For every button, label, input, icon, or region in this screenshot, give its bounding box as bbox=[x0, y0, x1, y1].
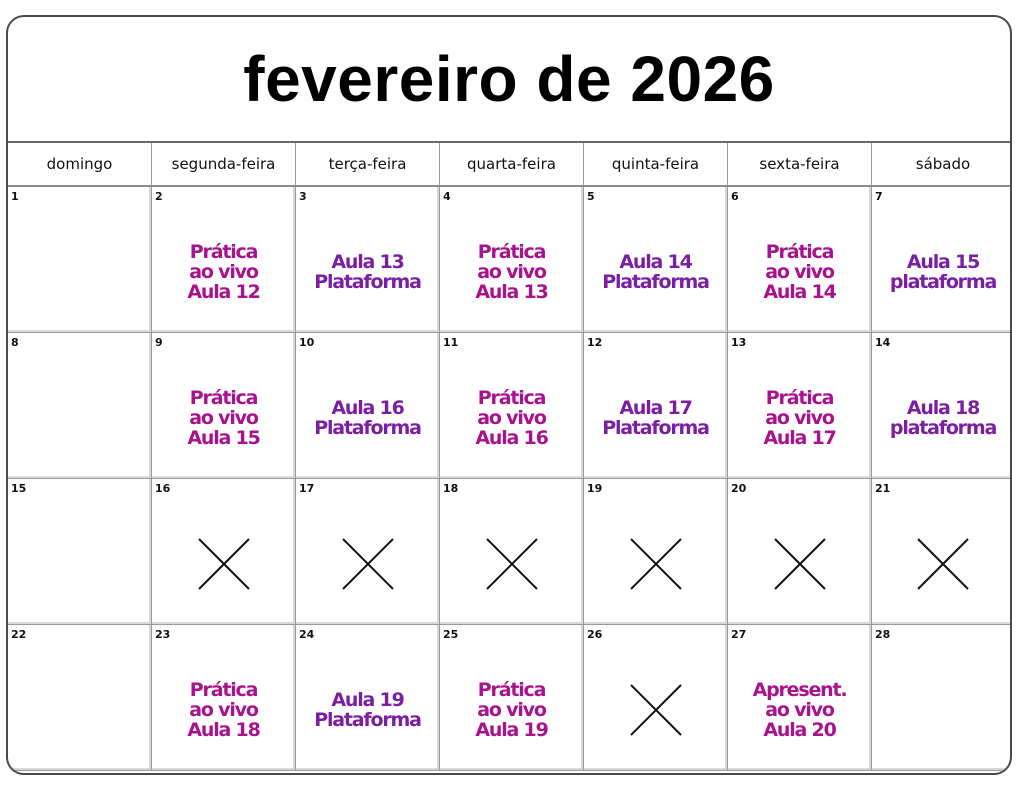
day-cell[interactable] bbox=[872, 625, 1012, 771]
event-line: Prática bbox=[189, 240, 258, 263]
cross-mark-icon bbox=[152, 503, 295, 624]
day-number: 6 bbox=[731, 190, 739, 203]
day-cell[interactable] bbox=[440, 333, 584, 479]
event-label bbox=[440, 357, 583, 478]
event-label bbox=[440, 211, 583, 332]
weekday-header: sexta-feira bbox=[728, 143, 872, 187]
day-cell[interactable] bbox=[8, 187, 152, 333]
event-line: plataforma bbox=[889, 270, 997, 293]
event-line: Plataforma bbox=[314, 270, 421, 293]
event-line: Prática bbox=[189, 386, 258, 409]
event-line: Prática bbox=[189, 678, 258, 701]
weekday-header: sábado bbox=[872, 143, 1012, 187]
day-cell[interactable] bbox=[872, 479, 1012, 625]
day-number: 12 bbox=[587, 336, 603, 349]
event-line: ao vivo bbox=[189, 698, 258, 721]
event-label bbox=[152, 649, 295, 770]
day-number: 4 bbox=[443, 190, 451, 203]
event-line: Prática bbox=[477, 678, 546, 701]
cross-mark-icon bbox=[296, 503, 439, 624]
day-number: 7 bbox=[875, 190, 883, 203]
day-cell[interactable] bbox=[152, 333, 296, 479]
event-line: ao vivo bbox=[765, 406, 834, 429]
cross-mark-icon bbox=[728, 503, 871, 624]
event-line: Plataforma bbox=[314, 708, 421, 731]
day-number: 1 bbox=[11, 190, 19, 203]
event-line: ao vivo bbox=[477, 406, 546, 429]
event-line: Aula 14 bbox=[763, 280, 836, 303]
event-label bbox=[296, 357, 439, 478]
event-line: Aula 18 bbox=[187, 718, 260, 741]
event-line: Aula 19 bbox=[331, 688, 404, 711]
calendar-grid bbox=[8, 143, 1010, 771]
weekday-header: domingo bbox=[8, 143, 152, 187]
day-number: 20 bbox=[731, 482, 747, 495]
event-line: Plataforma bbox=[602, 270, 709, 293]
event-line: Prática bbox=[477, 386, 546, 409]
day-number: 8 bbox=[11, 336, 19, 349]
event-line: ao vivo bbox=[189, 406, 258, 429]
event-line: Aula 18 bbox=[906, 396, 980, 419]
day-cell[interactable] bbox=[8, 333, 152, 479]
event-line: ao vivo bbox=[765, 698, 834, 721]
event-line: ao vivo bbox=[477, 260, 546, 283]
event-line: Aula 17 bbox=[763, 426, 836, 449]
day-number: 3 bbox=[299, 190, 307, 203]
weekday-header: quinta-feira bbox=[584, 143, 728, 187]
event-label bbox=[872, 357, 1012, 478]
day-cell[interactable] bbox=[152, 479, 296, 625]
day-cell[interactable] bbox=[440, 625, 584, 771]
day-number: 22 bbox=[11, 628, 27, 641]
event-line: Aula 16 bbox=[331, 396, 404, 419]
day-number: 15 bbox=[11, 482, 27, 495]
event-label bbox=[584, 357, 727, 478]
event-label bbox=[296, 211, 439, 332]
day-cell[interactable] bbox=[872, 333, 1012, 479]
event-line: Aula 14 bbox=[619, 250, 692, 273]
event-line: Aula 17 bbox=[619, 396, 692, 419]
day-number: 2 bbox=[155, 190, 163, 203]
day-cell[interactable] bbox=[440, 187, 584, 333]
event-line: Plataforma bbox=[314, 416, 421, 439]
day-cell[interactable] bbox=[152, 625, 296, 771]
day-cell[interactable] bbox=[152, 187, 296, 333]
day-cell[interactable] bbox=[728, 187, 872, 333]
event-label bbox=[296, 649, 439, 770]
weekday-header: quarta-feira bbox=[440, 143, 584, 187]
event-line: ao vivo bbox=[477, 698, 546, 721]
day-number: 27 bbox=[731, 628, 747, 641]
day-cell[interactable] bbox=[440, 479, 584, 625]
day-cell[interactable] bbox=[296, 625, 440, 771]
event-line: Aula 15 bbox=[187, 426, 260, 449]
event-line: Aula 12 bbox=[187, 280, 260, 303]
event-line: Prática bbox=[765, 240, 834, 263]
event-label bbox=[728, 357, 871, 478]
day-cell[interactable] bbox=[296, 187, 440, 333]
weekday-header: terça-feira bbox=[296, 143, 440, 187]
cross-mark-icon bbox=[440, 503, 583, 624]
day-cell[interactable] bbox=[296, 479, 440, 625]
day-number: 16 bbox=[155, 482, 171, 495]
day-cell[interactable] bbox=[872, 187, 1012, 333]
event-line: Aula 20 bbox=[763, 718, 836, 741]
day-cell[interactable] bbox=[8, 479, 152, 625]
event-line: Prática bbox=[765, 386, 834, 409]
day-number: 5 bbox=[587, 190, 595, 203]
event-line: Prática bbox=[477, 240, 546, 263]
day-number: 28 bbox=[875, 628, 891, 641]
day-cell[interactable] bbox=[584, 479, 728, 625]
event-label bbox=[728, 211, 871, 332]
event-label bbox=[872, 211, 1012, 332]
day-number: 18 bbox=[443, 482, 459, 495]
event-label bbox=[152, 211, 295, 332]
day-number: 11 bbox=[443, 336, 459, 349]
event-label bbox=[440, 649, 583, 770]
day-number: 10 bbox=[299, 336, 315, 349]
day-number: 25 bbox=[443, 628, 459, 641]
event-label bbox=[152, 357, 295, 478]
event-line: Aula 15 bbox=[906, 250, 980, 273]
day-number: 23 bbox=[155, 628, 171, 641]
calendar bbox=[6, 15, 1012, 775]
day-cell[interactable] bbox=[584, 333, 728, 479]
event-line: Aula 16 bbox=[475, 426, 548, 449]
day-number: 24 bbox=[299, 628, 315, 641]
day-number: 13 bbox=[731, 336, 747, 349]
day-cell[interactable] bbox=[584, 187, 728, 333]
calendar-title: fevereiro de 2026 bbox=[8, 17, 1010, 143]
event-label bbox=[728, 649, 871, 770]
day-number: 17 bbox=[299, 482, 315, 495]
event-line: ao vivo bbox=[189, 260, 258, 283]
day-number: 9 bbox=[155, 336, 163, 349]
day-cell[interactable] bbox=[728, 479, 872, 625]
cross-mark-icon bbox=[584, 649, 727, 770]
cross-mark-icon bbox=[584, 503, 727, 624]
day-number: 14 bbox=[875, 336, 891, 349]
cross-mark-icon bbox=[872, 503, 1012, 624]
event-line: Aula 13 bbox=[475, 280, 548, 303]
day-number: 26 bbox=[587, 628, 603, 641]
event-line: Aula 13 bbox=[331, 250, 404, 273]
event-line: plataforma bbox=[889, 416, 997, 439]
day-cell[interactable] bbox=[584, 625, 728, 771]
day-number: 21 bbox=[875, 482, 891, 495]
day-number: 19 bbox=[587, 482, 603, 495]
event-label bbox=[584, 211, 727, 332]
event-line: ao vivo bbox=[765, 260, 834, 283]
day-cell[interactable] bbox=[728, 625, 872, 771]
event-line: Apresent. bbox=[752, 678, 847, 701]
event-line: Plataforma bbox=[602, 416, 709, 439]
day-cell[interactable] bbox=[296, 333, 440, 479]
weekday-header: segunda-feira bbox=[152, 143, 296, 187]
event-line: Aula 19 bbox=[475, 718, 548, 741]
day-cell[interactable] bbox=[728, 333, 872, 479]
day-cell[interactable] bbox=[8, 625, 152, 771]
